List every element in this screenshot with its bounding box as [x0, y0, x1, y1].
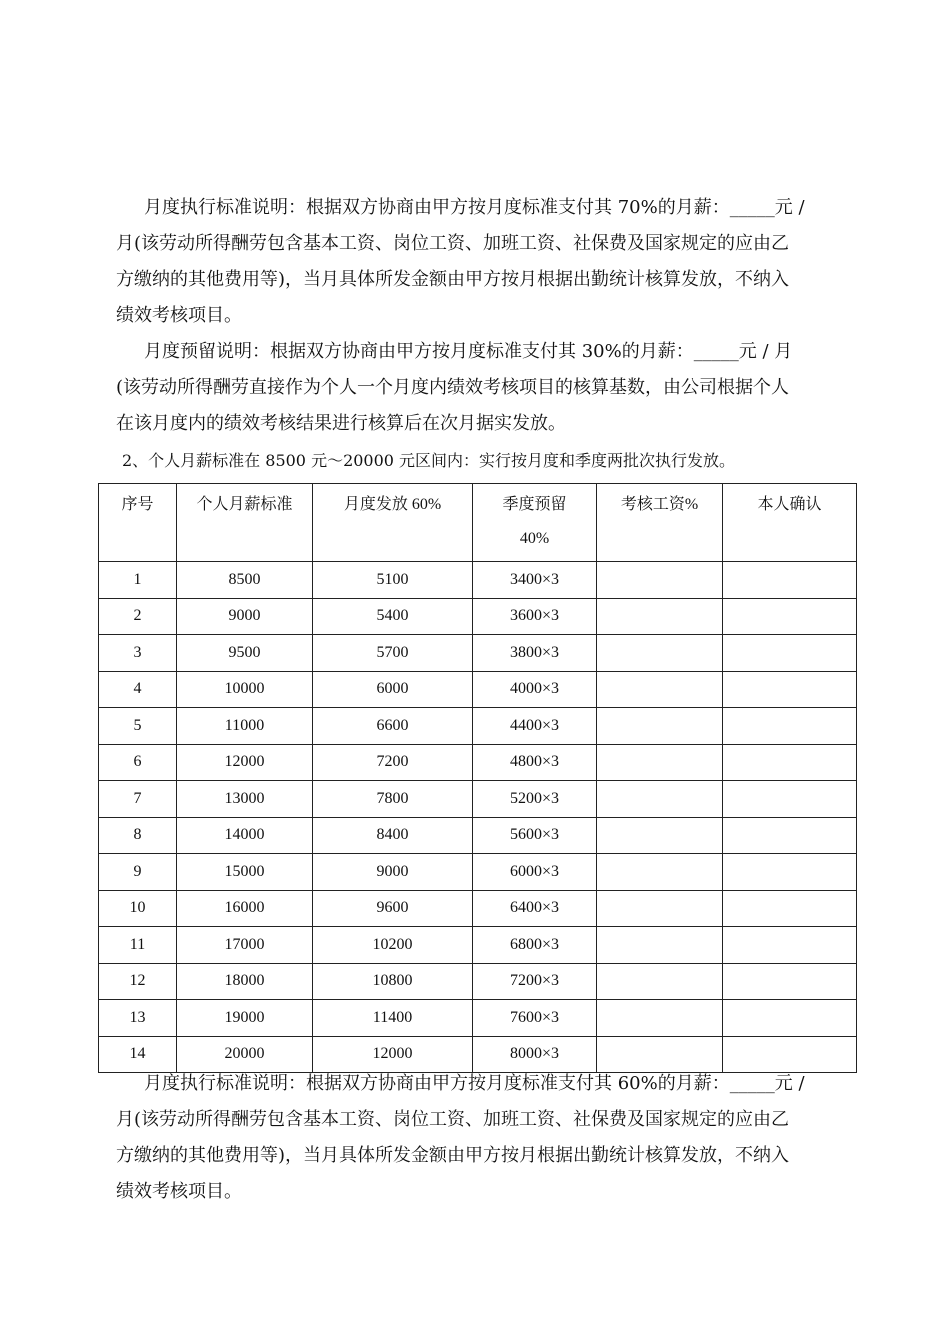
cell-quarterly: 5600×3 [473, 817, 597, 854]
cell-confirm [723, 927, 857, 964]
paragraph-line: 月(该劳动所得酬劳包含基本工资、岗位工资、加班工资、社保费及国家规定的应由乙 [116, 1109, 790, 1130]
cell-quarterly: 6000×3 [473, 854, 597, 891]
cell-standard: 16000 [177, 890, 313, 927]
cell-standard: 11000 [177, 708, 313, 745]
cell-standard: 19000 [177, 1000, 313, 1037]
paragraph-line: (该劳动所得酬劳直接作为个人一个月度内绩效考核项目的核算基数，由公司根据个人 [116, 377, 790, 398]
cell-assessment [597, 671, 723, 708]
paragraph-line: 在该月度内的绩效考核结果进行核算后在次月据实发放。 [116, 413, 566, 434]
cell-monthly: 5100 [313, 562, 473, 599]
table-row [99, 890, 857, 927]
cell-monthly: 7200 [313, 744, 473, 781]
cell-assessment [597, 781, 723, 818]
cell-confirm [723, 671, 857, 708]
cell-assessment [597, 744, 723, 781]
cell-no: 7 [99, 781, 177, 818]
table-row [99, 1000, 857, 1037]
cell-quarterly: 3600×3 [473, 598, 597, 635]
cell-confirm [723, 817, 857, 854]
cell-no: 5 [99, 708, 177, 745]
cell-no: 1 [99, 562, 177, 599]
cell-quarterly: 8000×3 [473, 1036, 597, 1073]
cell-quarterly: 5200×3 [473, 781, 597, 818]
table-row [99, 671, 857, 708]
cell-confirm [723, 635, 857, 672]
cell-no: 13 [99, 1000, 177, 1037]
cell-assessment [597, 890, 723, 927]
cell-no: 6 [99, 744, 177, 781]
cell-standard: 10000 [177, 671, 313, 708]
cell-no: 10 [99, 890, 177, 927]
table-row [99, 635, 857, 672]
cell-assessment [597, 598, 723, 635]
cell-confirm [723, 854, 857, 891]
paragraph-line: 方缴纳的其他费用等)，当月具体所发金额由甲方按月根据出勤统计核算发放，不纳入 [116, 1145, 790, 1166]
cell-confirm [723, 562, 857, 599]
cell-quarterly: 6400×3 [473, 890, 597, 927]
cell-no: 8 [99, 817, 177, 854]
cell-confirm [723, 598, 857, 635]
paragraph-line: 月(该劳动所得酬劳包含基本工资、岗位工资、加班工资、社保费及国家规定的应由乙 [116, 233, 790, 254]
cell-assessment [597, 817, 723, 854]
header-quarterly-line2: 40% [519, 530, 550, 547]
cell-standard: 20000 [177, 1036, 313, 1073]
cell-no: 3 [99, 635, 177, 672]
header-confirm: 本人确认 [723, 484, 857, 562]
cell-standard: 9500 [177, 635, 313, 672]
paragraph-line: 方缴纳的其他费用等)，当月具体所发金额由甲方按月根据出勤统计核算发放，不纳入 [116, 269, 790, 290]
monthly-reserve-30-paragraph [116, 334, 846, 442]
header-quarterly-line1: 季度预留 [502, 496, 567, 513]
table-row [99, 708, 857, 745]
table-row [99, 927, 857, 964]
monthly-standard-70-paragraph [116, 190, 846, 334]
table-row [99, 598, 857, 635]
cell-quarterly: 3800×3 [473, 635, 597, 672]
cell-no: 2 [99, 598, 177, 635]
cell-assessment [597, 963, 723, 1000]
cell-monthly: 12000 [313, 1036, 473, 1073]
paragraph-line: 绩效考核项目。 [116, 305, 242, 326]
cell-quarterly: 6800×3 [473, 927, 597, 964]
paragraph-line: 月度执行标准说明：根据双方协商由甲方按月度标准支付其 60%的月薪：_____元 / [144, 1073, 805, 1094]
cell-monthly: 8400 [313, 817, 473, 854]
table-row [99, 781, 857, 818]
cell-standard: 8500 [177, 562, 313, 599]
cell-quarterly: 4000×3 [473, 671, 597, 708]
cell-assessment [597, 927, 723, 964]
cell-quarterly: 3400×3 [473, 562, 597, 599]
table-row [99, 744, 857, 781]
header-monthly: 月度发放 60% [313, 484, 473, 562]
table-header-row [99, 484, 857, 562]
salary-standard-table [98, 483, 857, 1073]
cell-confirm [723, 744, 857, 781]
header-standard: 个人月薪标准 [177, 484, 313, 562]
cell-standard: 9000 [177, 598, 313, 635]
cell-monthly: 10200 [313, 927, 473, 964]
table-row [99, 854, 857, 891]
monthly-standard-60-paragraph [116, 1066, 846, 1210]
cell-standard: 13000 [177, 781, 313, 818]
cell-confirm [723, 963, 857, 1000]
cell-quarterly: 4800×3 [473, 744, 597, 781]
cell-monthly: 9000 [313, 854, 473, 891]
cell-no: 9 [99, 854, 177, 891]
cell-monthly: 7800 [313, 781, 473, 818]
cell-assessment [597, 854, 723, 891]
cell-confirm [723, 708, 857, 745]
cell-quarterly: 7200×3 [473, 963, 597, 1000]
header-quarterly [473, 484, 597, 562]
cell-assessment [597, 708, 723, 745]
header-assessment: 考核工资% [597, 484, 723, 562]
cell-monthly: 9600 [313, 890, 473, 927]
cell-assessment [597, 635, 723, 672]
cell-monthly: 6000 [313, 671, 473, 708]
cell-standard: 18000 [177, 963, 313, 1000]
cell-confirm [723, 781, 857, 818]
cell-monthly: 5400 [313, 598, 473, 635]
cell-standard: 14000 [177, 817, 313, 854]
cell-no: 11 [99, 927, 177, 964]
cell-no: 12 [99, 963, 177, 1000]
cell-assessment [597, 1000, 723, 1037]
header-no: 序号 [99, 484, 177, 562]
table-row [99, 562, 857, 599]
paragraph-line: 月度执行标准说明：根据双方协商由甲方按月度标准支付其 70%的月薪：_____元 / [144, 197, 805, 218]
cell-confirm [723, 1000, 857, 1037]
section-2-heading: 2、个人月薪标准在 8500 元～20000 元区间内：实行按月度和季度两批次执行发放。 [122, 451, 736, 470]
cell-monthly: 6600 [313, 708, 473, 745]
cell-no: 14 [99, 1036, 177, 1073]
cell-assessment [597, 562, 723, 599]
cell-monthly: 10800 [313, 963, 473, 1000]
paragraph-line: 月度预留说明：根据双方协商由甲方按月度标准支付其 30%的月薪：_____元 / 月 [144, 341, 793, 362]
cell-confirm [723, 890, 857, 927]
paragraph-line: 绩效考核项目。 [116, 1181, 242, 1202]
cell-quarterly: 7600×3 [473, 1000, 597, 1037]
cell-monthly: 11400 [313, 1000, 473, 1037]
cell-monthly: 5700 [313, 635, 473, 672]
table-row [99, 963, 857, 1000]
cell-standard: 12000 [177, 744, 313, 781]
cell-quarterly: 4400×3 [473, 708, 597, 745]
cell-no: 4 [99, 671, 177, 708]
cell-standard: 15000 [177, 854, 313, 891]
table-row [99, 817, 857, 854]
cell-standard: 17000 [177, 927, 313, 964]
